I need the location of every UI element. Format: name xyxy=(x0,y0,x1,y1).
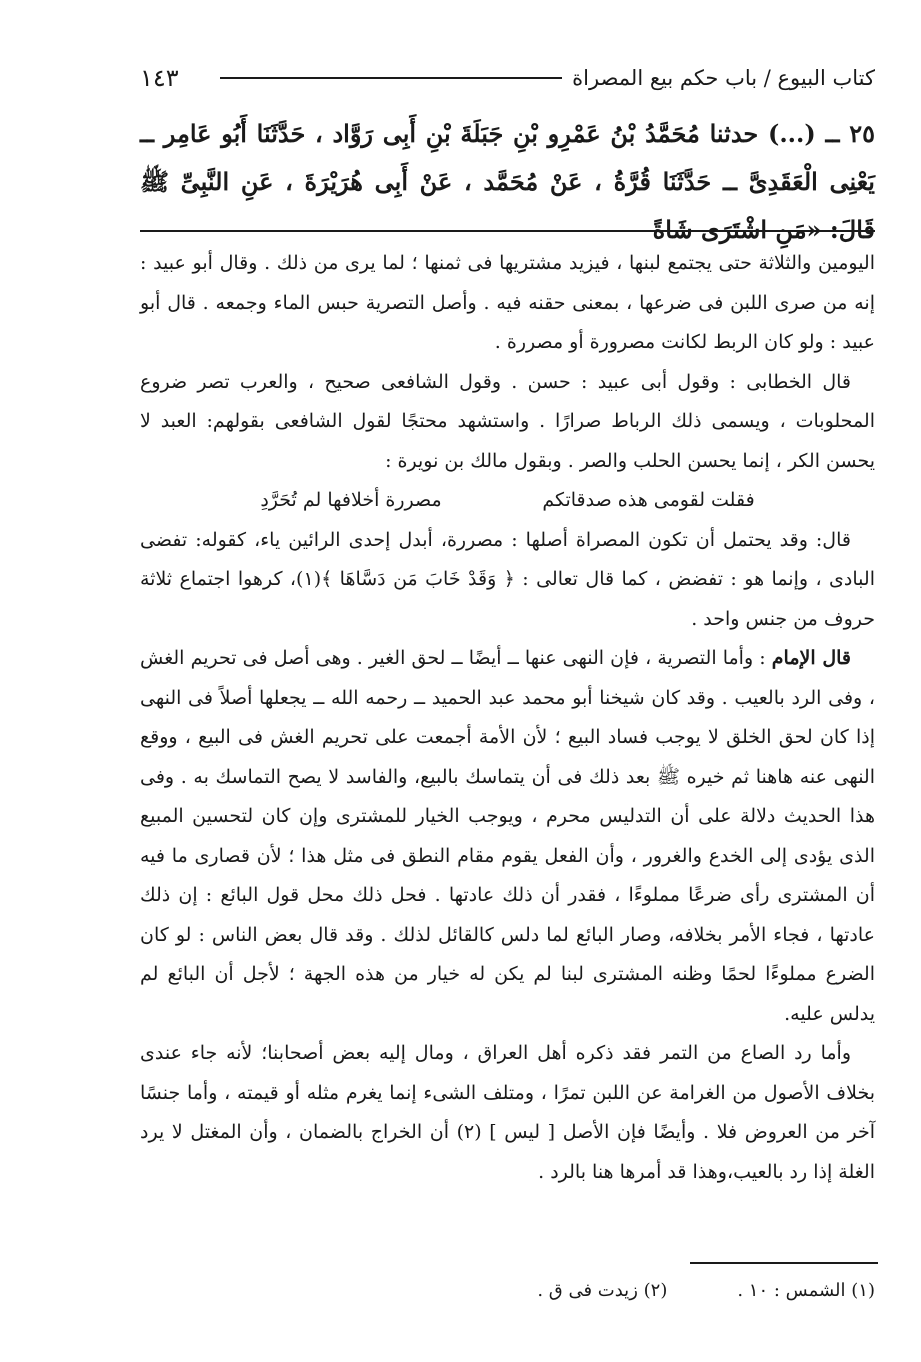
hadith-text: ٢٥ ــ (...) حدثنا مُحَمَّدُ بْنُ عَمْرِو بْنِ جَبَلَةَ بْنِ أَبِى رَوَّاد ، حَدَّثَنَا أَبُو عَامِر ــ يَعْنِى الْعَقَدِىَّ ــ حَدَّثَنَا قُرَّةُ ، عَنْ مُحَمَّد ، عَنْ أَبِى هُرَيْرَةَ ، عَنِ النَّبِىِّ ﷺ قَالَ: «مَنِ اشْتَرَى شَاةً xyxy=(140,119,875,244)
commentary-paragraph-3: قال: وقد يحتمل أن تكون المصراة أصلها : مصررة، أبدل إحدى الرائين ياء، كقوله: تفضى البادى ، وإنما هو : تفضض ، كما قال تعالى : ﴿ وَقَدْ خَابَ مَن دَسَّاهَا ﴾(١)، كرهوا اجتماع ثلاثة حروف من جنس واحد . xyxy=(140,528,875,630)
section-divider xyxy=(140,230,875,232)
footnotes xyxy=(380,1280,875,1301)
header-rule xyxy=(220,77,562,79)
page-number: ١٤٣ xyxy=(140,64,179,92)
commentary-paragraph-4 xyxy=(140,639,875,1034)
verse-second-hemistich: مصررة أخلافها لم تُحَرَّدِ xyxy=(260,489,442,511)
poetry-verse xyxy=(140,481,875,521)
running-title: كتاب البيوع / باب حكم بيع المصراة xyxy=(572,66,875,90)
imam-text: : وأما التصرية ، فإن النهى عنها ــ أيضًا ــ لحق الغير . وهى أصل فى تحريم الغش ، وفى الرد بالعيب . وقد كان شيخنا أبو محمد عبد الحميد ــ رحمه الله ــ يجعلها أصلاً فى النهى إذا كان لحق الخلق لا يوجب فساد البيع ؛ لأن الأمة أجمعت على تحريم الغش فى البيع ، ووقع النهى عنه هاهنا ثم خيره ﷺ بعد ذلك فى أن يتماسك بالبيع، والفاسد لا يصح التماسك به . وفى هذا الحديث دلالة على أن التدليس محرم ، ويوجب الخيار للمشترى وإن كان لتحسين المبيع الذى يؤدى إلى الخدع والغرور ، وأن الفعل يقوم مقام النطق فى مثل هذا ؛ لأن قصارى ما فيه أن المشترى رأى ضرعًا مملوءًا ، فقدر أن ذلك عادتها . فحل ذلك محل قول البائع : إن ذلك عادتها ، فجاء الأمر بخلافه، وصار البائع لما دلس كالقائل لذلك . وقد قال بعض الناس : لو كان الضرع مملوءًا لحمًا وظنه المشترى لبنا لم يكن له خيار من هذه الجهة ؛ لأجل أن البائع لم يدلس عليه. xyxy=(140,647,875,1025)
imam-label: قال الإمام xyxy=(771,647,851,669)
footnote-1: (١) الشمس : ١٠ . xyxy=(737,1280,875,1301)
commentary-paragraph-5: وأما رد الصاع من التمر فقد ذكره أهل العراق ، ومال إليه بعض أصحابنا؛ لأنه جاء عندى بخلاف الأصول من الغرامة عن اللبن تمرًا ، ومتلف الشىء إنما يغرم مثله أو قيمته ، وأما جنسًا آخر من العروض فلا . وأيضًا فإن الأصل [ ليس ] (٢) أن الخراج بالضمان ، وأن المغتل لا يرد الغلة إذا رد بالعيب،وهذا قد أمرها هنا بالرد . xyxy=(140,1042,876,1183)
footnote-2: (٢) زيدت فى ق . xyxy=(537,1280,668,1301)
page-header xyxy=(140,60,875,96)
commentary-paragraph-1: اليومين والثلاثة حتى يجتمع لبنها ، فيزيد مشتريها فى ثمنها ؛ لما يرى من ذلك . وقال أبو عبيد : إنه من صرى اللبن فى ضرعها ، بمعنى حقنه فيه . وأصل التصرية حبس الماء وجمعه . قال أبو عبيد : ولو كان الربط لكانت مصرورة أو مصررة . xyxy=(140,252,875,353)
commentary-paragraph-2: قال الخطابى : وقول أبى عبيد : حسن . وقول الشافعى صحيح ، والعرب تصر ضروع المحلوبات ، ويسمى ذلك الرباط صرارًا . واستشهد محتجًا لقول الشافعى بقولهم: العبد لا يحسن الكر ، إنما يحسن الحلب والصر . وبقول مالك بن نويرة : xyxy=(140,370,875,472)
footnote-rule xyxy=(690,1262,878,1264)
commentary xyxy=(140,244,875,1192)
verse-first-hemistich: فقلت لقومى هذه صدقاتكم xyxy=(542,489,755,511)
